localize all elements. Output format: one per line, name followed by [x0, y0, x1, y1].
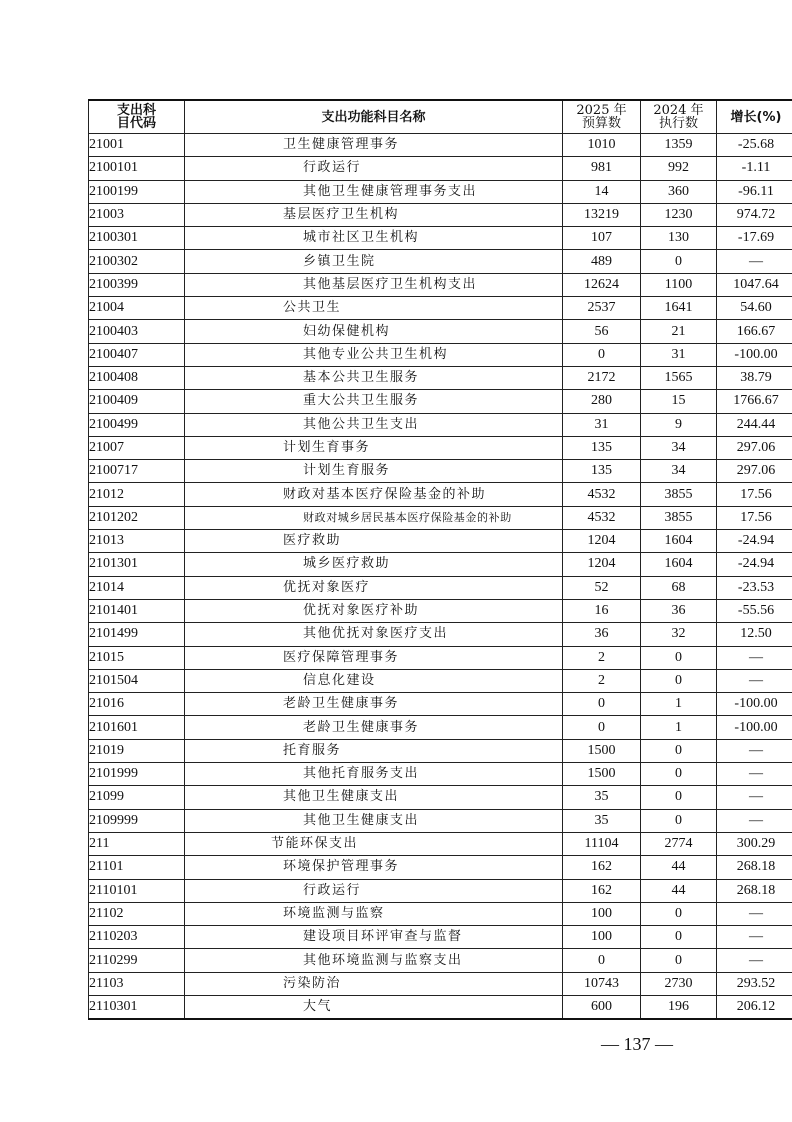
cell-code: 2100717: [89, 460, 185, 483]
cell-budget-2025: 36: [563, 623, 641, 646]
cell-code: 2110299: [89, 949, 185, 972]
cell-budget-2025: 135: [563, 436, 641, 459]
cell-name: 城乡医疗救助: [185, 553, 563, 576]
cell-name: 其他托育服务支出: [185, 763, 563, 786]
cell-exec-2024: 2774: [641, 832, 717, 855]
cell-budget-2025: 981: [563, 157, 641, 180]
cell-name: 节能环保支出: [185, 832, 563, 855]
cell-code: 2109999: [89, 809, 185, 832]
cell-growth: —: [717, 763, 792, 786]
cell-growth: 297.06: [717, 436, 792, 459]
table-row: [89, 227, 792, 250]
cell-name: 环境保护管理事务: [185, 856, 563, 879]
cell-budget-2025: 11104: [563, 832, 641, 855]
cell-name: 优抚对象医疗: [185, 576, 563, 599]
cell-growth: —: [717, 902, 792, 925]
cell-exec-2024: 3855: [641, 506, 717, 529]
table-row: [89, 460, 792, 483]
cell-exec-2024: 1565: [641, 366, 717, 389]
cell-exec-2024: 44: [641, 879, 717, 902]
cell-name: 医疗救助: [185, 530, 563, 553]
cell-growth: 12.50: [717, 623, 792, 646]
cell-exec-2024: 0: [641, 809, 717, 832]
cell-name: 污染防治: [185, 972, 563, 995]
cell-growth: —: [717, 646, 792, 669]
cell-growth: -25.68: [717, 134, 792, 157]
cell-code: 211: [89, 832, 185, 855]
cell-name: 其他卫生健康管理事务支出: [185, 180, 563, 203]
cell-exec-2024: 1359: [641, 134, 717, 157]
cell-name: 公共卫生: [185, 297, 563, 320]
cell-growth: 293.52: [717, 972, 792, 995]
cell-budget-2025: 107: [563, 227, 641, 250]
cell-name: 妇幼保健机构: [185, 320, 563, 343]
cell-name: 基本公共卫生服务: [185, 366, 563, 389]
table-row: [89, 763, 792, 786]
cell-exec-2024: 0: [641, 902, 717, 925]
table-row: [89, 623, 792, 646]
cell-budget-2025: 4532: [563, 483, 641, 506]
cell-budget-2025: 489: [563, 250, 641, 273]
cell-code: 2101499: [89, 623, 185, 646]
cell-budget-2025: 0: [563, 716, 641, 739]
table-row: [89, 832, 792, 855]
cell-exec-2024: 36: [641, 599, 717, 622]
cell-growth: -24.94: [717, 553, 792, 576]
cell-growth: 244.44: [717, 413, 792, 436]
cell-exec-2024: 0: [641, 739, 717, 762]
cell-exec-2024: 9: [641, 413, 717, 436]
cell-code: 21015: [89, 646, 185, 669]
cell-code: 2100301: [89, 227, 185, 250]
cell-code: 2100499: [89, 413, 185, 436]
cell-budget-2025: 100: [563, 926, 641, 949]
cell-code: 2110101: [89, 879, 185, 902]
cell-exec-2024: 992: [641, 157, 717, 180]
cell-exec-2024: 21: [641, 320, 717, 343]
cell-code: 21004: [89, 297, 185, 320]
table-row: [89, 669, 792, 692]
cell-code: 21003: [89, 203, 185, 226]
cell-growth: 974.72: [717, 203, 792, 226]
cell-growth: —: [717, 739, 792, 762]
cell-exec-2024: 32: [641, 623, 717, 646]
cell-exec-2024: 31: [641, 343, 717, 366]
table-row: [89, 483, 792, 506]
cell-name: 老龄卫生健康事务: [185, 693, 563, 716]
cell-code: 2101504: [89, 669, 185, 692]
cell-exec-2024: 1230: [641, 203, 717, 226]
cell-budget-2025: 1500: [563, 739, 641, 762]
cell-budget-2025: 0: [563, 949, 641, 972]
cell-code: 2101601: [89, 716, 185, 739]
cell-code: 2100199: [89, 180, 185, 203]
cell-budget-2025: 1204: [563, 553, 641, 576]
cell-name: 其他卫生健康支出: [185, 809, 563, 832]
budget-table: [88, 99, 792, 1020]
cell-budget-2025: 135: [563, 460, 641, 483]
table-row: [89, 390, 792, 413]
cell-exec-2024: 0: [641, 250, 717, 273]
cell-exec-2024: 1100: [641, 273, 717, 296]
cell-name: 信息化建设: [185, 669, 563, 692]
cell-exec-2024: 2730: [641, 972, 717, 995]
header-name: 支出功能科目名称: [185, 100, 563, 134]
cell-growth: 268.18: [717, 856, 792, 879]
cell-exec-2024: 196: [641, 995, 717, 1019]
cell-exec-2024: 0: [641, 646, 717, 669]
cell-code: 21001: [89, 134, 185, 157]
header-code-line1: 支出科: [116, 103, 156, 118]
cell-budget-2025: 4532: [563, 506, 641, 529]
cell-budget-2025: 162: [563, 856, 641, 879]
cell-code: 2110203: [89, 926, 185, 949]
cell-budget-2025: 0: [563, 343, 641, 366]
cell-growth: —: [717, 786, 792, 809]
cell-exec-2024: 1641: [641, 297, 717, 320]
cell-name: 优抚对象医疗补助: [185, 599, 563, 622]
table-row: [89, 250, 792, 273]
table-row: [89, 786, 792, 809]
header-row: [89, 100, 792, 134]
table-row: [89, 134, 792, 157]
cell-growth: 17.56: [717, 506, 792, 529]
cell-name: 医疗保障管理事务: [185, 646, 563, 669]
cell-exec-2024: 130: [641, 227, 717, 250]
cell-budget-2025: 1010: [563, 134, 641, 157]
cell-code: 21102: [89, 902, 185, 925]
cell-budget-2025: 2537: [563, 297, 641, 320]
cell-budget-2025: 10743: [563, 972, 641, 995]
table-row: [89, 530, 792, 553]
header-code: [89, 100, 185, 134]
cell-code: 21103: [89, 972, 185, 995]
cell-growth: 1047.64: [717, 273, 792, 296]
cell-exec-2024: 360: [641, 180, 717, 203]
cell-name: 计划生育服务: [185, 460, 563, 483]
cell-code: 21014: [89, 576, 185, 599]
table-row: [89, 320, 792, 343]
table-row: [89, 716, 792, 739]
cell-budget-2025: 1204: [563, 530, 641, 553]
table-header: [89, 100, 792, 134]
table-row: [89, 693, 792, 716]
cell-budget-2025: 280: [563, 390, 641, 413]
cell-growth: 297.06: [717, 460, 792, 483]
table-row: [89, 366, 792, 389]
header-exec-line1: 2024 年: [653, 103, 704, 118]
cell-code: 21007: [89, 436, 185, 459]
cell-growth: -24.94: [717, 530, 792, 553]
cell-code: 2100403: [89, 320, 185, 343]
cell-code: 21099: [89, 786, 185, 809]
cell-budget-2025: 600: [563, 995, 641, 1019]
cell-code: 21016: [89, 693, 185, 716]
cell-growth: 300.29: [717, 832, 792, 855]
table-row: [89, 506, 792, 529]
cell-code: 2100399: [89, 273, 185, 296]
table-row: [89, 180, 792, 203]
cell-exec-2024: 3855: [641, 483, 717, 506]
cell-budget-2025: 52: [563, 576, 641, 599]
cell-code: 2110301: [89, 995, 185, 1019]
cell-budget-2025: 0: [563, 693, 641, 716]
cell-name: 其他环境监测与监察支出: [185, 949, 563, 972]
header-budget-line1: 2025 年: [576, 103, 627, 118]
cell-exec-2024: 1: [641, 693, 717, 716]
table-row: [89, 902, 792, 925]
cell-code: 2101301: [89, 553, 185, 576]
cell-code: 21019: [89, 739, 185, 762]
cell-code: 2100409: [89, 390, 185, 413]
header-exec-line2: 执行数: [658, 116, 698, 131]
cell-name: 其他优抚对象医疗支出: [185, 623, 563, 646]
cell-exec-2024: 0: [641, 763, 717, 786]
cell-exec-2024: 1604: [641, 553, 717, 576]
cell-budget-2025: 16: [563, 599, 641, 622]
table-row: [89, 436, 792, 459]
cell-budget-2025: 31: [563, 413, 641, 436]
header-exec-2024: [641, 100, 717, 134]
cell-code: 21013: [89, 530, 185, 553]
cell-name: 重大公共卫生服务: [185, 390, 563, 413]
cell-name: 其他卫生健康支出: [185, 786, 563, 809]
cell-budget-2025: 162: [563, 879, 641, 902]
cell-budget-2025: 13219: [563, 203, 641, 226]
cell-growth: 166.67: [717, 320, 792, 343]
table-row: [89, 646, 792, 669]
cell-name: 其他基层医疗卫生机构支出: [185, 273, 563, 296]
cell-code: 21101: [89, 856, 185, 879]
cell-growth: 17.56: [717, 483, 792, 506]
cell-growth: -17.69: [717, 227, 792, 250]
cell-growth: -96.11: [717, 180, 792, 203]
cell-growth: —: [717, 926, 792, 949]
cell-growth: -100.00: [717, 343, 792, 366]
cell-name: 环境监测与监察: [185, 902, 563, 925]
table-row: [89, 995, 792, 1019]
cell-growth: -100.00: [717, 716, 792, 739]
table-row: [89, 926, 792, 949]
cell-code: 2101401: [89, 599, 185, 622]
header-growth: 增长(%): [717, 100, 792, 134]
cell-growth: —: [717, 809, 792, 832]
cell-budget-2025: 2: [563, 646, 641, 669]
cell-budget-2025: 56: [563, 320, 641, 343]
cell-code: 2100101: [89, 157, 185, 180]
cell-budget-2025: 100: [563, 902, 641, 925]
cell-name: 城市社区卫生机构: [185, 227, 563, 250]
cell-exec-2024: 34: [641, 436, 717, 459]
table-row: [89, 343, 792, 366]
cell-name: 行政运行: [185, 879, 563, 902]
cell-exec-2024: 0: [641, 786, 717, 809]
cell-budget-2025: 35: [563, 786, 641, 809]
cell-growth: 206.12: [717, 995, 792, 1019]
cell-growth: 268.18: [717, 879, 792, 902]
cell-name: 卫生健康管理事务: [185, 134, 563, 157]
cell-exec-2024: 15: [641, 390, 717, 413]
cell-budget-2025: 12624: [563, 273, 641, 296]
cell-growth: —: [717, 669, 792, 692]
cell-code: 2101202: [89, 506, 185, 529]
table-row: [89, 599, 792, 622]
cell-exec-2024: 44: [641, 856, 717, 879]
cell-code: 2100302: [89, 250, 185, 273]
cell-growth: -1.11: [717, 157, 792, 180]
cell-code: 2100407: [89, 343, 185, 366]
table-row: [89, 949, 792, 972]
cell-budget-2025: 35: [563, 809, 641, 832]
cell-exec-2024: 0: [641, 926, 717, 949]
cell-name: 基层医疗卫生机构: [185, 203, 563, 226]
cell-code: 21012: [89, 483, 185, 506]
cell-exec-2024: 0: [641, 949, 717, 972]
table-row: [89, 273, 792, 296]
header-code-line2: 目代码: [116, 116, 156, 131]
cell-growth: 38.79: [717, 366, 792, 389]
cell-growth: -100.00: [717, 693, 792, 716]
cell-name: 财政对城乡居民基本医疗保险基金的补助: [185, 506, 563, 529]
cell-exec-2024: 0: [641, 669, 717, 692]
cell-exec-2024: 1604: [641, 530, 717, 553]
cell-name: 乡镇卫生院: [185, 250, 563, 273]
cell-growth: -55.56: [717, 599, 792, 622]
table-body: [89, 134, 792, 1020]
table-row: [89, 203, 792, 226]
cell-exec-2024: 1: [641, 716, 717, 739]
cell-budget-2025: 14: [563, 180, 641, 203]
table-row: [89, 879, 792, 902]
table-row: [89, 553, 792, 576]
table-row: [89, 297, 792, 320]
cell-name: 老龄卫生健康事务: [185, 716, 563, 739]
cell-budget-2025: 1500: [563, 763, 641, 786]
cell-exec-2024: 68: [641, 576, 717, 599]
cell-name: 大气: [185, 995, 563, 1019]
cell-budget-2025: 2: [563, 669, 641, 692]
table-row: [89, 809, 792, 832]
cell-name: 其他专业公共卫生机构: [185, 343, 563, 366]
cell-name: 托育服务: [185, 739, 563, 762]
cell-name: 财政对基本医疗保险基金的补助: [185, 483, 563, 506]
table-row: [89, 157, 792, 180]
header-budget-line2: 预算数: [581, 116, 621, 131]
table-row: [89, 413, 792, 436]
cell-code: 2101999: [89, 763, 185, 786]
cell-budget-2025: 2172: [563, 366, 641, 389]
cell-growth: 1766.67: [717, 390, 792, 413]
page-number: — 137 —: [601, 1034, 673, 1054]
table-row: [89, 576, 792, 599]
header-budget-2025: [563, 100, 641, 134]
cell-growth: -23.53: [717, 576, 792, 599]
cell-growth: —: [717, 250, 792, 273]
cell-name: 其他公共卫生支出: [185, 413, 563, 436]
table-row: [89, 739, 792, 762]
table-row: [89, 856, 792, 879]
cell-code: 2100408: [89, 366, 185, 389]
cell-name: 行政运行: [185, 157, 563, 180]
cell-name: 计划生育事务: [185, 436, 563, 459]
table-row: [89, 972, 792, 995]
cell-growth: —: [717, 949, 792, 972]
cell-growth: 54.60: [717, 297, 792, 320]
cell-name: 建设项目环评审查与监督: [185, 926, 563, 949]
cell-exec-2024: 34: [641, 460, 717, 483]
